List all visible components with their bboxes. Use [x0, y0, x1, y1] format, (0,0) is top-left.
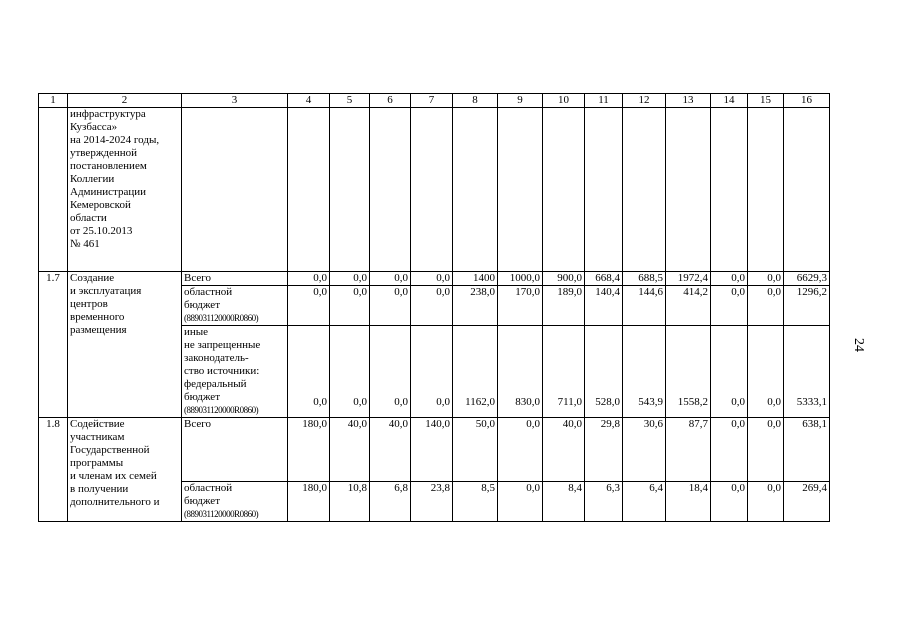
row-number: 1.7: [39, 272, 68, 418]
value-cell: 900,0: [543, 272, 585, 286]
col-header: 10: [543, 94, 585, 108]
value-cell: 6,8: [370, 482, 411, 522]
value-cell: 5333,1: [784, 326, 830, 418]
budget-table: [38, 93, 830, 522]
value-cell: 414,2: [666, 286, 711, 326]
value-cell: 1558,2: [666, 326, 711, 418]
value-cell: 0,0: [330, 272, 370, 286]
source-label: областной бюджет (889031120000R0860): [182, 482, 288, 522]
col-header: 9: [498, 94, 543, 108]
source-label: Всего: [182, 418, 288, 482]
col-header: 13: [666, 94, 711, 108]
value-cell: 528,0: [585, 326, 623, 418]
value-cell: 170,0: [498, 286, 543, 326]
value-cell: 0,0: [711, 326, 748, 418]
value-cell: 0,0: [330, 286, 370, 326]
value-cell: 688,5: [623, 272, 666, 286]
value-cell: 144,6: [623, 286, 666, 326]
value-cell: 40,0: [370, 418, 411, 482]
value-cell: 0,0: [370, 286, 411, 326]
value-cell: 1162,0: [453, 326, 498, 418]
col-header: 14: [711, 94, 748, 108]
value-cell: 1972,4: [666, 272, 711, 286]
value-cell: 87,7: [666, 418, 711, 482]
value-cell: 238,0: [453, 286, 498, 326]
value-cell: 10,8: [330, 482, 370, 522]
value-cell: 40,0: [330, 418, 370, 482]
header-row: [39, 94, 830, 108]
col-header: 16: [784, 94, 830, 108]
value-cell: 18,4: [666, 482, 711, 522]
col-header: 12: [623, 94, 666, 108]
col-header: 2: [68, 94, 182, 108]
value-cell: 0,0: [498, 418, 543, 482]
source-label: иные не запрещенные законодатель- ство источники: федеральный бюджет (889031120000R0860): [182, 326, 288, 418]
value-cell: 8,5: [453, 482, 498, 522]
value-cell: 23,8: [411, 482, 453, 522]
value-cell: 830,0: [498, 326, 543, 418]
value-cell: 189,0: [543, 286, 585, 326]
value-cell: 30,6: [623, 418, 666, 482]
page-number: 24: [851, 338, 866, 352]
value-cell: 50,0: [453, 418, 498, 482]
value-cell: 0,0: [748, 482, 784, 522]
table-row: [39, 418, 830, 482]
col-header: 8: [453, 94, 498, 108]
value-cell: 0,0: [411, 326, 453, 418]
value-cell: 0,0: [748, 418, 784, 482]
value-cell: 0,0: [748, 286, 784, 326]
value-cell: 0,0: [711, 286, 748, 326]
value-cell: 1000,0: [498, 272, 543, 286]
value-cell: 0,0: [711, 272, 748, 286]
value-cell: 0,0: [411, 272, 453, 286]
measure-name: Создание и эксплуатация центров временного размещения: [68, 272, 182, 418]
value-cell: 0,0: [498, 482, 543, 522]
col-header: 4: [288, 94, 330, 108]
value-cell: 180,0: [288, 482, 330, 522]
col-header: 11: [585, 94, 623, 108]
value-cell: 0,0: [330, 326, 370, 418]
value-cell: 0,0: [288, 286, 330, 326]
value-cell: 6,4: [623, 482, 666, 522]
value-cell: 0,0: [370, 272, 411, 286]
value-cell: 269,4: [784, 482, 830, 522]
value-cell: 0,0: [711, 418, 748, 482]
value-cell: 180,0: [288, 418, 330, 482]
continuation-row: [39, 108, 830, 272]
col-header: 3: [182, 94, 288, 108]
value-cell: 40,0: [543, 418, 585, 482]
col-header: 7: [411, 94, 453, 108]
source-label: областной бюджет (889031120000R0860): [182, 286, 288, 326]
value-cell: 140,0: [411, 418, 453, 482]
value-cell: 668,4: [585, 272, 623, 286]
col-header: 1: [39, 94, 68, 108]
value-cell: 638,1: [784, 418, 830, 482]
row-number: 1.8: [39, 418, 68, 522]
value-cell: 0,0: [288, 272, 330, 286]
measure-name: Содействие участникам Государственной программы и членам их семей в получении дополнительного и: [68, 418, 182, 522]
value-cell: 0,0: [411, 286, 453, 326]
value-cell: 29,8: [585, 418, 623, 482]
program-name-continued: инфраструктура Кузбасса» на 2014-2024 годы, утвержденной постановлением Коллегии Администрации Кемеровской области от 25.10.2013 № 461: [68, 108, 182, 272]
value-cell: 6,3: [585, 482, 623, 522]
table-row: [39, 272, 830, 286]
col-header: 15: [748, 94, 784, 108]
value-cell: 1296,2: [784, 286, 830, 326]
value-cell: 0,0: [748, 326, 784, 418]
value-cell: 0,0: [370, 326, 411, 418]
source-label: Всего: [182, 272, 288, 286]
value-cell: 1400: [453, 272, 498, 286]
col-header: 6: [370, 94, 411, 108]
value-cell: 711,0: [543, 326, 585, 418]
value-cell: 6629,3: [784, 272, 830, 286]
value-cell: 140,4: [585, 286, 623, 326]
value-cell: 0,0: [748, 272, 784, 286]
value-cell: 8,4: [543, 482, 585, 522]
col-header: 5: [330, 94, 370, 108]
value-cell: 543,9: [623, 326, 666, 418]
value-cell: 0,0: [288, 326, 330, 418]
value-cell: 0,0: [711, 482, 748, 522]
